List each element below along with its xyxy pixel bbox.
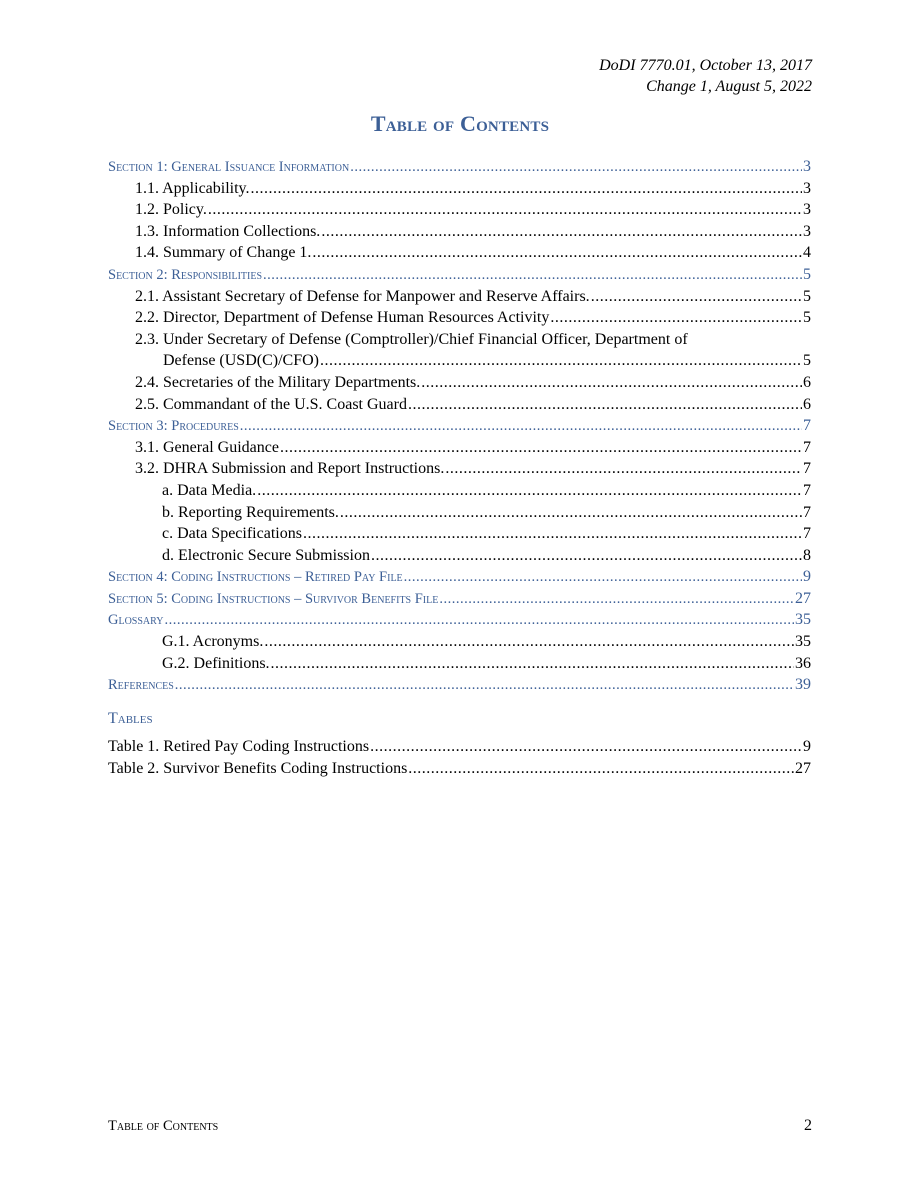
toc-page-number: 6 xyxy=(803,373,811,391)
toc-leader-dots xyxy=(439,589,794,611)
toc-leader-dots xyxy=(340,502,802,524)
toc-leader-dots xyxy=(321,221,802,243)
toc-entry-1-2[interactable] xyxy=(108,199,811,221)
toc-leader-dots xyxy=(208,199,802,221)
footer-section-name: Table of Contents xyxy=(108,1118,219,1134)
toc-leader-dots xyxy=(165,610,795,632)
toc-page-number: 27 xyxy=(795,760,811,778)
toc-entry-3-2-c[interactable] xyxy=(108,523,811,545)
toc-entry-2-2[interactable] xyxy=(108,307,811,329)
toc-page-number: 3 xyxy=(803,222,811,240)
toc-leader-dots xyxy=(408,758,794,780)
toc-page-number: 6 xyxy=(803,395,811,413)
toc-entry-label: 3.1. General Guidance xyxy=(135,438,279,456)
toc-page-number: 27 xyxy=(795,589,811,607)
toc-page-number: 7 xyxy=(803,438,811,456)
toc-page-number: 7 xyxy=(803,503,811,521)
toc-entry-label: Section 5: Coding Instructions – Survivor Benefits File xyxy=(108,590,439,607)
toc-leader-dots xyxy=(404,567,802,589)
toc-entry-2-3-line-2[interactable] xyxy=(108,350,811,372)
toc-entry-label: Table 2. Survivor Benefits Coding Instructions xyxy=(108,760,408,778)
toc-leader-dots xyxy=(280,437,802,459)
toc-page-number: 8 xyxy=(803,546,811,564)
toc-page-number: 39 xyxy=(795,676,811,694)
toc-title: Table of Contents xyxy=(370,111,550,136)
toc-entry-2-1[interactable] xyxy=(108,286,811,308)
toc-entry-label: Section 2: Responsibilities xyxy=(108,266,263,283)
toc-section-5[interactable] xyxy=(108,588,811,610)
toc-page-number: 36 xyxy=(795,654,811,672)
toc-entry-label: G.2. Definitions. xyxy=(162,654,270,672)
page-header xyxy=(599,55,812,97)
toc-leader-dots xyxy=(312,242,802,264)
toc-entry-3-2-b[interactable] xyxy=(108,502,811,524)
toc-entry-label: 2.1. Assistant Secretary of Defense for Manpower and Reserve Affairs. xyxy=(135,287,590,305)
toc-page-number: 9 xyxy=(803,738,811,756)
toc-page-number: 3 xyxy=(803,179,811,197)
toc-leader-dots xyxy=(303,523,802,545)
toc-leader-dots xyxy=(257,480,802,502)
page-footer xyxy=(108,1117,812,1135)
toc-page-number: 3 xyxy=(803,201,811,219)
toc-page-number: 3 xyxy=(803,158,811,175)
toc-entry-2-3-line-1[interactable]: 2.3. Under Secretary of Defense (Comptroller)/Chief Financial Officer, Department of xyxy=(135,330,688,348)
toc-entry-3-2-d[interactable] xyxy=(108,545,811,567)
toc-page-number: 35 xyxy=(795,633,811,651)
toc-entry-label: Defense (USD(C)/CFO) xyxy=(163,352,319,370)
toc-page-number: 5 xyxy=(803,287,811,305)
toc-entry-label: 2.4. Secretaries of the Military Departments. xyxy=(135,373,421,391)
toc-entry-g-2[interactable] xyxy=(108,653,811,675)
toc-leader-dots xyxy=(445,458,802,480)
toc-entry-1-4[interactable] xyxy=(108,242,811,264)
toc-entry-label: 1.4. Summary of Change 1. xyxy=(135,244,312,262)
toc-page-number: 5 xyxy=(803,265,811,283)
toc-entry-label: References xyxy=(108,677,174,694)
toc-entry-label: b. Reporting Requirements. xyxy=(162,503,339,521)
toc-entry-label: 2.2. Director, Department of Defense Human Resources Activity xyxy=(135,309,550,327)
toc-entry-label: G.1. Acronyms. xyxy=(162,633,264,651)
tables-heading: Tables xyxy=(108,709,153,727)
toc-leader-dots xyxy=(251,178,802,200)
toc-page-number: 4 xyxy=(803,244,811,262)
toc-page-number: 7 xyxy=(803,460,811,478)
toc-leader-dots xyxy=(408,394,802,416)
toc-entry-label: c. Data Specifications xyxy=(162,525,302,543)
toc-entry-label: d. Electronic Secure Submission xyxy=(162,546,370,564)
toc-leader-dots xyxy=(350,157,802,179)
table-of-contents xyxy=(108,156,811,780)
toc-leader-dots xyxy=(371,545,802,567)
toc-page-number: 7 xyxy=(803,417,811,435)
toc-leader-dots xyxy=(240,416,802,438)
toc-entry-label: 3.2. DHRA Submission and Report Instructions. xyxy=(135,460,445,478)
toc-references[interactable] xyxy=(108,674,811,696)
toc-entry-label: 2.5. Commandant of the U.S. Coast Guard xyxy=(135,395,407,413)
header-issuance-line: DoDI 7770.01, October 13, 2017 xyxy=(599,57,812,74)
toc-section-4[interactable] xyxy=(108,566,811,588)
toc-entry-label: Glossary xyxy=(108,612,164,629)
toc-leader-dots xyxy=(271,653,794,675)
toc-entry-label: a. Data Media. xyxy=(162,481,257,499)
toc-page-number: 35 xyxy=(795,611,811,629)
toc-leader-dots xyxy=(550,307,802,329)
header-change-line: Change 1, August 5, 2022 xyxy=(646,78,812,95)
toc-entry-1-1[interactable] xyxy=(108,178,811,200)
toc-page-number: 5 xyxy=(803,309,811,327)
toc-leader-dots xyxy=(263,265,802,287)
toc-leader-dots xyxy=(175,675,794,697)
toc-leader-dots xyxy=(421,372,802,394)
toc-entry-3-2[interactable] xyxy=(108,458,811,480)
toc-entry-label: Section 3: Procedures xyxy=(108,418,239,435)
toc-leader-dots xyxy=(320,350,802,372)
toc-entry-label: Section 1: General Issuance Information xyxy=(108,159,350,175)
toc-section-3[interactable] xyxy=(108,415,811,437)
toc-entry-2-5[interactable] xyxy=(108,394,811,416)
toc-entry-label: Table 1. Retired Pay Coding Instructions xyxy=(108,738,370,756)
toc-page-number: 7 xyxy=(803,481,811,499)
toc-entry-g-1[interactable] xyxy=(108,631,811,653)
toc-glossary[interactable] xyxy=(108,609,811,631)
toc-page-number: 5 xyxy=(803,352,811,370)
toc-section-2[interactable] xyxy=(108,264,811,286)
toc-entry-3-1[interactable] xyxy=(108,437,811,459)
toc-entry-label: Section 4: Coding Instructions – Retired Pay File xyxy=(108,569,403,586)
toc-entry-2-4[interactable] xyxy=(108,372,811,394)
toc-page-number: 9 xyxy=(803,568,811,586)
toc-leader-dots xyxy=(370,736,802,758)
toc-table-1[interactable] xyxy=(108,736,811,758)
toc-entry-3-2-a[interactable] xyxy=(108,480,811,502)
toc-entry-label: 1.2. Policy. xyxy=(135,201,207,219)
toc-section-1[interactable] xyxy=(108,156,811,178)
toc-page-number: 7 xyxy=(803,525,811,543)
toc-leader-dots xyxy=(591,286,802,308)
toc-entry-1-3[interactable] xyxy=(108,221,811,243)
toc-entry-label: 1.1. Applicability. xyxy=(135,179,250,197)
toc-entry-label: 1.3. Information Collections. xyxy=(135,222,321,240)
footer-page-number: 2 xyxy=(804,1117,812,1134)
toc-leader-dots xyxy=(264,631,794,653)
toc-table-2[interactable] xyxy=(108,758,811,780)
